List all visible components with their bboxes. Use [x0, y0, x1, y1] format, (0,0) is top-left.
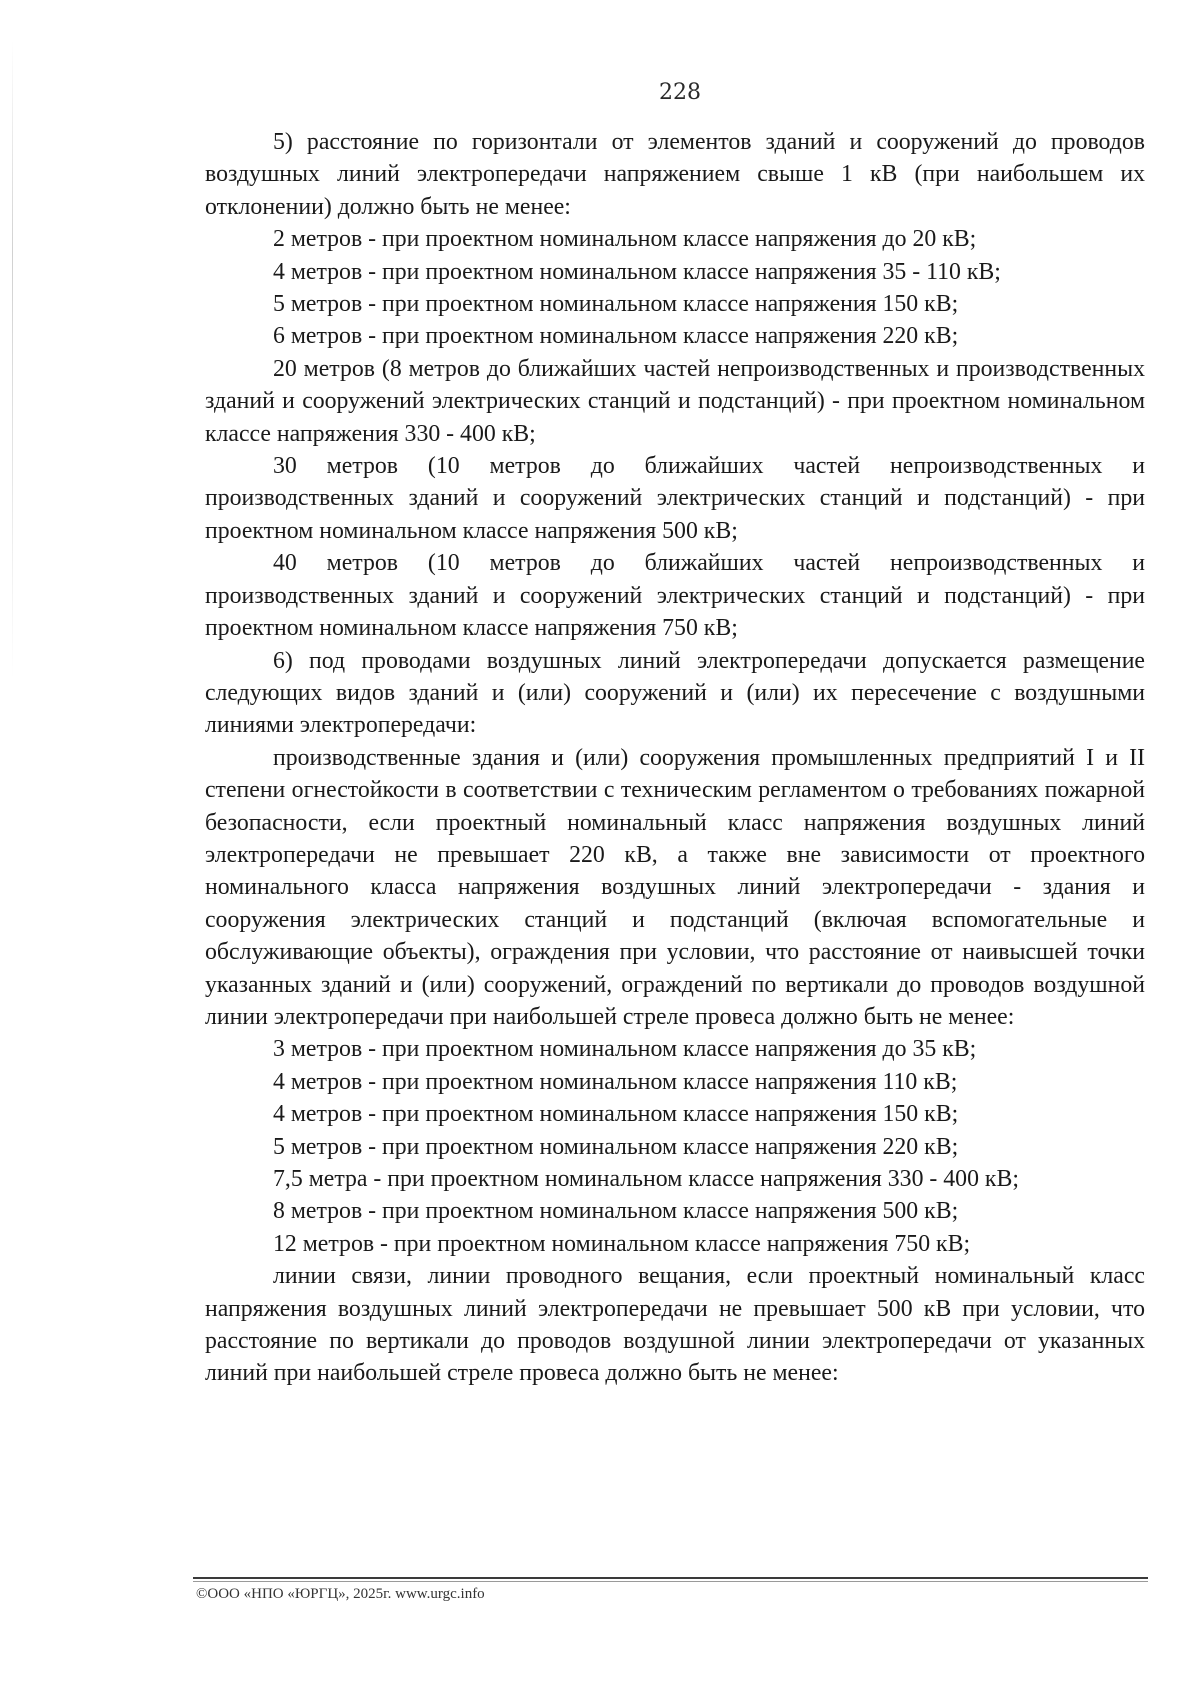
list-item: 5 метров - при проектном номинальном классе напряжения 150 кВ;: [273, 291, 959, 318]
scan-edge-shadow: [12, 40, 13, 680]
list-item: 4 метров - при проектном номинальном классе напряжения 150 кВ;: [273, 1101, 959, 1128]
paragraph: 7,5 метра - при проектном номинальном классе напряжения 330 - 400 кВ;: [273, 1166, 1019, 1192]
list-item: 6 метров - при проектном номинальном классе напряжения 220 кВ;: [273, 323, 959, 350]
paragraph: 30 метров (10 метров до ближайших частей непроизводственных и производственных зданий и сооружений электрических станций и подстанций) - при проектном номинальном классе напряжения 500 кВ;: [205, 453, 1145, 544]
footer-divider: [193, 1577, 1148, 1579]
paragraph: 6) под проводами воздушных линий электропередачи допускается размещение следующих видов зданий и (или) сооружений и (или) их пересечение с воздушными линиями электропередачи:: [205, 647, 1145, 739]
footer-divider-thin: [193, 1581, 1148, 1582]
page-number: 228: [659, 80, 701, 105]
document-body: [205, 126, 1145, 1390]
paragraph: 20 метров (8 метров до ближайших частей непроизводственных и производственных зданий и сооружений электрических станций и подстанций) - при проектном номинальном классе напряжения 330 - 400 кВ;: [205, 355, 1145, 447]
paragraph: 5) расстояние по горизонтали от элементов зданий и сооружений до проводов воздушных линий электропередачи напряжением свыше 1 кВ (при наибольшем их отклонении) должно быть не менее:: [205, 129, 1145, 220]
paragraph: производственные здания и (или) сооружения промышленных предприятий I и II степени огнестойкости в соответствии с техническим регламентом о требованиях пожарной безопасности, если проектный номинальный класс напряжения воздушных линий электропередачи не превышает 220 кВ, а также вне зависимости от проектного номинального класса напряжения воздушных линий электропередачи - здания и сооружения электрических станций и подстанций (включая вспомогательные и обслуживающие объекты), ограждения при условии, что расстояние от наивысшей точки указанных зданий и (или) сооружений, ограждений по вертикали до проводов воздушной линии электропередачи при наибольшей стреле провеса должно быть не менее:: [205, 744, 1145, 1030]
list-item: 4 метров - при проектном номинальном классе напряжения 110 кВ;: [273, 1068, 958, 1095]
list-item: 12 метров - при проектном номинальном классе напряжения 750 кВ;: [273, 1230, 971, 1257]
paragraph: 40 метров (10 метров до ближайших частей непроизводственных и производственных зданий и сооружений электрических станций и подстанций) - при проектном номинальном классе напряжения 750 кВ;: [205, 550, 1145, 642]
list-item: 8 метров - при проектном номинальном классе напряжения 500 кВ;: [273, 1198, 959, 1225]
footer-copyright: ©ООО «НПО «ЮРГЦ», 2025г. www.urgc.info: [196, 1586, 485, 1602]
list-item: 5 метров - при проектном номинальном классе напряжения 220 кВ;: [273, 1133, 959, 1160]
list-item: 3 метров - при проектном номинальном классе напряжения до 35 кВ;: [273, 1036, 977, 1063]
list-item: 2 метров - при проектном номинальном классе напряжения до 20 кВ;: [273, 226, 977, 253]
list-item: 4 метров - при проектном номинальном классе напряжения 35 - 110 кВ;: [273, 258, 1001, 285]
paragraph: линии связи, линии проводного вещания, если проектный номинальный класс напряжения воздушных линий электропередачи не превышает 500 кВ при условии, что расстояние по вертикали до проводов воздушной линии электропередачи от указанных линий при наибольшей стреле провеса должно быть не менее:: [205, 1263, 1145, 1387]
